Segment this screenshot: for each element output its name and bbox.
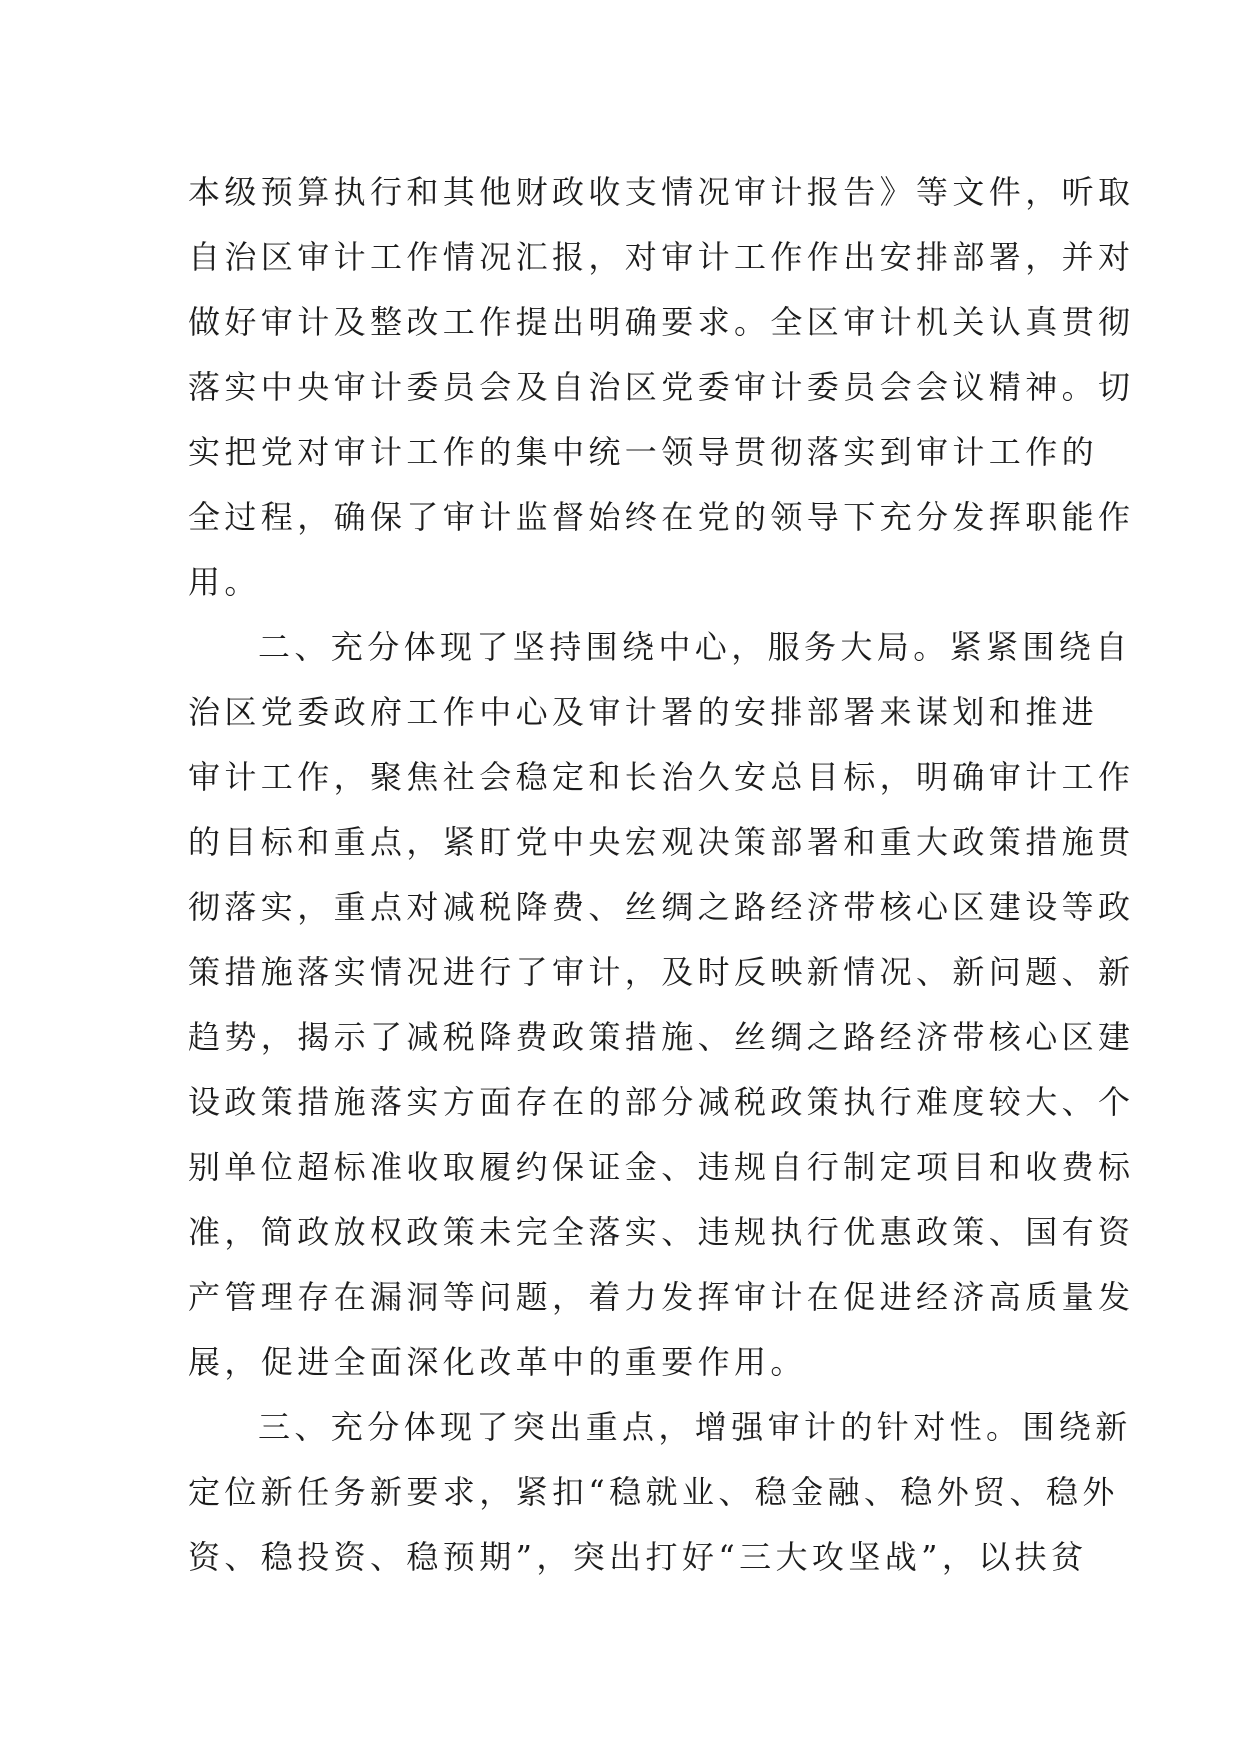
text-line: 定位新任务新要求，紧扣“稳就业、稳金融、稳外贸、稳外 xyxy=(188,1473,1119,1511)
text-line: 别单位超标准收取履约保证金、违规自行制定项目和收费标 xyxy=(188,1148,1135,1186)
text-line: 实把党对审计工作的集中统一领导贯彻落实到审计工作的 xyxy=(188,433,1099,471)
text-line: 用。 xyxy=(188,563,261,601)
text-line: 彻落实，重点对减税降费、丝绸之路经济带核心区建设等政 xyxy=(188,888,1135,926)
text-line: 的目标和重点，紧盯党中央宏观决策部署和重大政策措施贯 xyxy=(188,823,1135,861)
text-line: 本级预算执行和其他财政收支情况审计报告》等文件，听取 xyxy=(188,173,1135,211)
text-line: 趋势，揭示了减税降费政策措施、丝绸之路经济带核心区建 xyxy=(188,1018,1135,1056)
text-line: 全过程，确保了审计监督始终在党的领导下充分发挥职能作 xyxy=(188,498,1135,536)
text-line: 策措施落实情况进行了审计，及时反映新情况、新问题、新 xyxy=(188,953,1135,991)
text-line: 落实中央审计委员会及自治区党委审计委员会会议精神。切 xyxy=(188,368,1135,406)
text-line: 展，促进全面深化改革中的重要作用。 xyxy=(188,1343,807,1381)
text-line: 产管理存在漏洞等问题，着力发挥审计在促进经济高质量发 xyxy=(188,1278,1135,1316)
text-line: 做好审计及整改工作提出明确要求。全区审计机关认真贯彻 xyxy=(188,303,1135,341)
text-line: 治区党委政府工作中心及审计署的安排部署来谋划和推进 xyxy=(188,693,1099,731)
text-line: 自治区审计工作情况汇报，对审计工作作出安排部署，并对 xyxy=(188,238,1135,276)
document-body xyxy=(188,160,1135,1590)
text-line: 审计工作，聚焦社会稳定和长治久安总目标，明确审计工作 xyxy=(188,758,1135,796)
text-line: 准，简政放权政策未完全落实、违规执行优惠政策、国有资 xyxy=(188,1213,1135,1251)
text-line: 设政策措施落实方面存在的部分减税政策执行难度较大、个 xyxy=(188,1083,1135,1121)
paragraph-start-line: 二、充分体现了坚持围绕中心，服务大局。紧紧围绕自 xyxy=(258,628,1132,666)
text-line: 资、稳投资、稳预期”，突出打好“三大攻坚战”，以扶贫 xyxy=(188,1538,1088,1576)
paragraph-start-line: 三、充分体现了突出重点，增强审计的针对性。围绕新 xyxy=(258,1408,1132,1446)
